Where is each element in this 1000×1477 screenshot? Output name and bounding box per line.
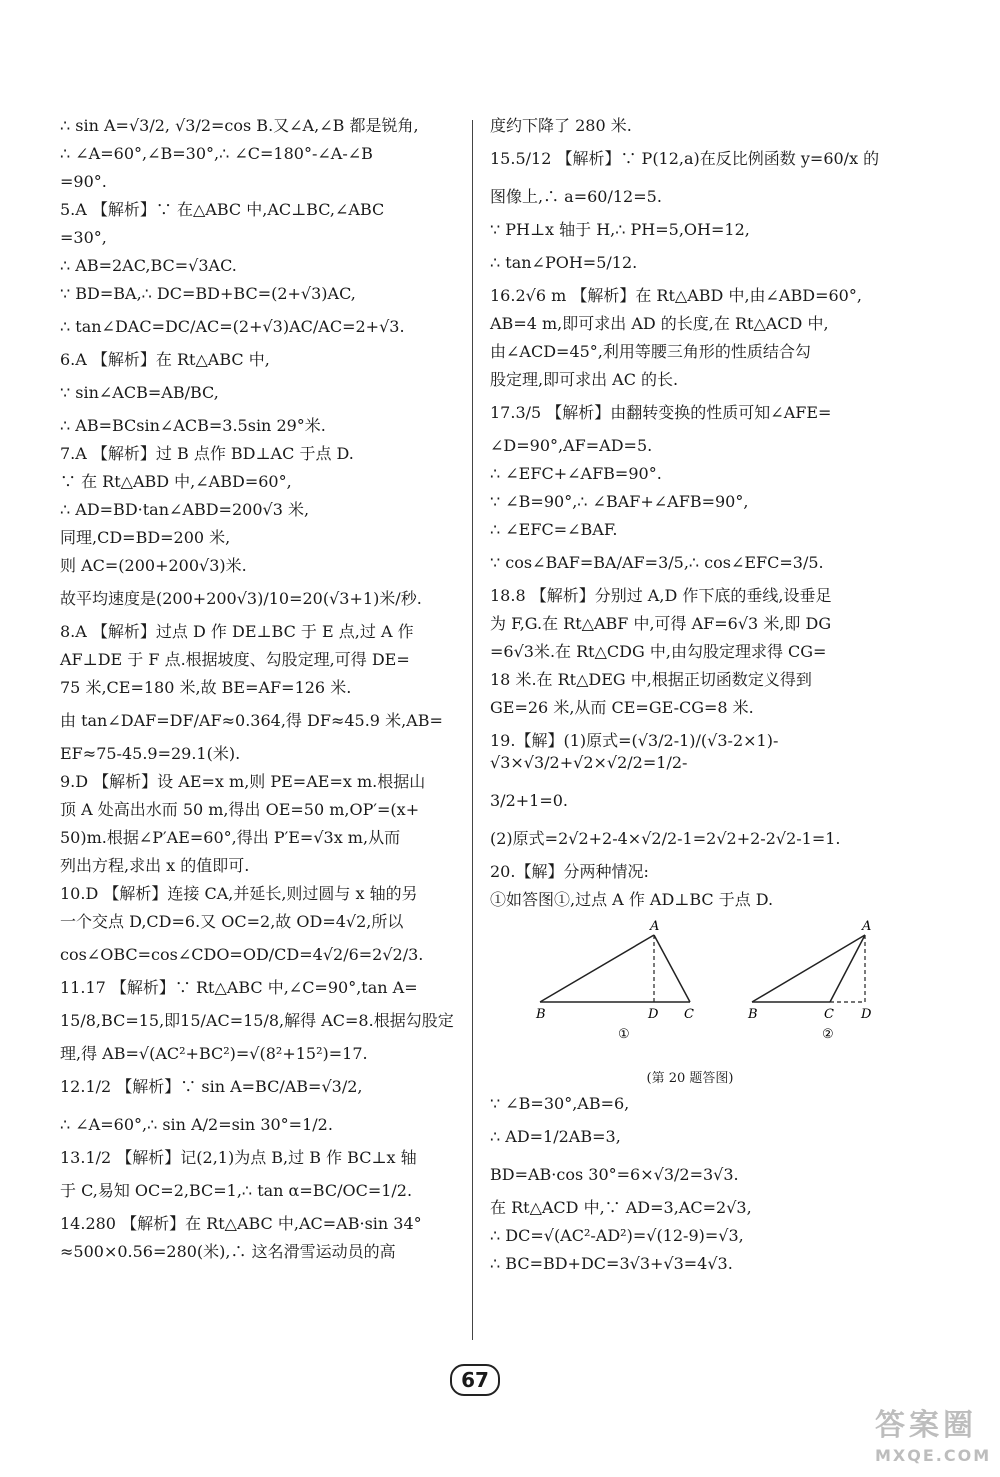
text-line: GE=26 米,从而 CE=GE-CG=8 米. — [490, 698, 754, 717]
fig1-mark: ① — [618, 1027, 630, 1042]
text-line: ∠D=90°,AF=AD=5. — [490, 436, 653, 455]
text-line: 理,得 AB=√(AC²+BC²)=√(8²+15²)=17. — [60, 1044, 368, 1063]
text-line: 10.D 【解析】连接 CA,并延长,则过圆与 x 轴的另 — [60, 884, 418, 903]
text-line: 14.280 【解析】在 Rt△ABC 中,AC=AB·sin 34° — [60, 1214, 422, 1233]
text-line: EF≈75-45.9=29.1(米). — [60, 744, 241, 763]
text-line: 19.【解】(1)原式=(√3/2-1)/(√3-2×1)-√3×√3/2+√2×√2/2=1/2- — [490, 731, 779, 772]
fig1-label-d: D — [648, 1007, 659, 1022]
text-line: ∴ DC=√(AC²-AD²)=√(12-9)=√3, — [490, 1226, 744, 1245]
text-line: (2)原式=2√2+2-4×√2/2-1=2√2+2-2√2-1=1. — [490, 829, 841, 848]
text-line: 由∠ACD=45°,利用等腰三角形的性质结合勾 — [490, 342, 811, 361]
text-line: 故平均速度是(200+200√3)/10=20(√3+1)米/秒. — [60, 589, 422, 608]
text-line: 50)m.根据∠P′AE=60°,得出 P′E=√3x m,从而 — [60, 828, 401, 847]
text-line: ①如答图①,过点 A 作 AD⊥BC 于点 D. — [490, 890, 774, 909]
text-line: =90°. — [60, 172, 107, 191]
triangle-diagrams — [530, 920, 890, 1050]
text-line: 7.A 【解析】过 B 点作 BD⊥AC 于点 D. — [60, 444, 354, 463]
text-line: ∴ tan∠DAC=DC/AC=(2+√3)AC/AC=2+√3. — [60, 317, 405, 336]
watermark-domain: MXQE.COM — [875, 1446, 992, 1465]
figure-2 — [747, 920, 872, 1042]
text-line: 则 AC=(200+200√3)米. — [60, 556, 247, 575]
text-line: 5.A 【解析】∵ 在△ABC 中,AC⊥BC,∠ABC — [60, 200, 385, 219]
fig2-label-c: C — [824, 1007, 834, 1022]
text-line: 一个交点 D,CD=6.又 OC=2,故 OD=4√2,所以 — [60, 912, 404, 931]
text-line: 为 F,G.在 Rt△ABF 中,可得 AF=6√3 米,即 DG — [490, 614, 832, 633]
fig2-label-d: D — [861, 1007, 872, 1022]
text-line: ∵ BD=BA,∴ DC=BD+BC=(2+√3)AC, — [60, 284, 356, 303]
text-line: cos∠OBC=cos∠CDO=OD/CD=4√2/6=2√2/3. — [60, 945, 424, 964]
text-line: 20.【解】分两种情况: — [490, 862, 649, 881]
text-line: 18 米.在 Rt△DEG 中,根据正切函数定义得到 — [490, 670, 812, 689]
text-line: ∴ AB=BCsin∠ACB=3.5sin 29°米. — [60, 416, 326, 435]
text-line: ∴ tan∠POH=5/12. — [490, 253, 638, 272]
text-line: 度约下降了 280 米. — [490, 116, 632, 135]
text-line: =6√3米.在 Rt△CDG 中,由勾股定理求得 CG= — [490, 642, 827, 661]
text-line: AF⊥DE 于 F 点.根据坡度、勾股定理,可得 DE= — [60, 650, 410, 669]
text-line: ∵ 在 Rt△ABD 中,∠ABD=60°, — [60, 472, 292, 491]
text-line: 11.17 【解析】∵ Rt△ABC 中,∠C=90°,tan A= — [60, 978, 418, 997]
text-line: ∴ ∠EFC=∠BAF. — [490, 520, 618, 539]
figure-1 — [535, 920, 694, 1042]
text-line: 图像上,∴ a=60/12=5. — [490, 187, 662, 206]
fig1-label-b: B — [536, 1007, 546, 1022]
text-line: ∴ ∠A=60°,∴ sin A/2=sin 30°=1/2. — [60, 1115, 333, 1134]
text-line: ∵ ∠B=30°,AB=6, — [490, 1094, 630, 1113]
text-line: ≈500×0.56=280(米),∴ 这名滑雪运动员的高 — [60, 1242, 396, 1261]
fig2-mark: ② — [822, 1027, 834, 1042]
text-line: ∴ AD=BD·tan∠ABD=200√3 米, — [60, 500, 310, 519]
text-line: ∵ cos∠BAF=BA/AF=3/5,∴ cos∠EFC=3/5. — [490, 553, 824, 572]
watermark-title: 答案圈 — [875, 1408, 977, 1443]
text-line: AB=4 m,即可求出 AD 的长度,在 Rt△ACD 中, — [490, 314, 829, 333]
column-divider — [472, 120, 473, 1340]
text-line: 17.3/5 【解析】由翻转变换的性质可知∠AFE= — [490, 403, 832, 422]
text-line: BD=AB·cos 30°=6×√3/2=3√3. — [490, 1165, 739, 1184]
text-line: 3/2+1=0. — [490, 791, 569, 810]
text-line: ∵ PH⊥x 轴于 H,∴ PH=5,OH=12, — [490, 220, 750, 239]
text-line: ∴ ∠A=60°,∠B=30°,∴ ∠C=180°-∠A-∠B — [60, 144, 373, 163]
text-line: 6.A 【解析】在 Rt△ABC 中, — [60, 350, 270, 369]
text-line: ∴ ∠EFC+∠AFB=90°. — [490, 464, 662, 483]
text-line: 于 C,易知 OC=2,BC=1,∴ tan α=BC/OC=1/2. — [60, 1181, 413, 1200]
text-line: 15/8,BC=15,即15/AC=15/8,解得 AC=8.根据勾股定 — [60, 1011, 454, 1030]
text-line: =30°, — [60, 228, 107, 247]
text-line: 75 米,CE=180 米,故 BE=AF=126 米. — [60, 678, 352, 697]
fig2-label-b: B — [748, 1007, 758, 1022]
text-line: ∵ ∠B=90°,∴ ∠BAF+∠AFB=90°, — [490, 492, 749, 511]
text-line: 8.A 【解析】过点 D 作 DE⊥BC 于 E 点,过 A 作 — [60, 622, 414, 641]
text-line: 13.1/2 【解析】记(2,1)为点 B,过 B 作 BC⊥x 轴 — [60, 1148, 417, 1167]
text-line: ∴ sin A=√3/2, √3/2=cos B.又∠A,∠B 都是锐角, — [60, 116, 419, 135]
left-column — [60, 112, 455, 1266]
triangle-figures — [530, 920, 890, 1065]
text-line: 15.5/12 【解析】∵ P(12,a)在反比例函数 y=60/x 的 — [490, 149, 880, 168]
page-number: 67 — [450, 1364, 500, 1396]
text-line: ∴ BC=BD+DC=3√3+√3=4√3. — [490, 1254, 733, 1273]
fig1-label-a: A — [650, 920, 660, 934]
text-line: 由 tan∠DAF=DF/AF≈0.364,得 DF≈45.9 米,AB= — [60, 711, 443, 730]
right-column — [490, 112, 890, 1278]
text-line: 列出方程,求出 x 的值即可. — [60, 856, 250, 875]
text-line: ∵ sin∠ACB=AB/BC, — [60, 383, 219, 402]
text-line: ∴ AB=2AC,BC=√3AC. — [60, 256, 237, 275]
text-line: 16.2√6 m 【解析】在 Rt△ABD 中,由∠ABD=60°, — [490, 286, 862, 305]
watermark-logo — [875, 1400, 995, 1475]
figure-caption: (第 20 题答图) — [646, 1071, 734, 1086]
text-line: 18.8 【解析】分别过 A,D 作下底的垂线,设垂足 — [490, 586, 832, 605]
fig1-label-c: C — [684, 1007, 694, 1022]
text-line: 顶 A 处高出水而 50 m,得出 OE=50 m,OP′=(x+ — [60, 800, 420, 819]
text-line: 同理,CD=BD=200 米, — [60, 528, 231, 547]
text-line: 12.1/2 【解析】∵ sin A=BC/AB=√3/2, — [60, 1077, 363, 1096]
text-line: ∴ AD=1/2AB=3, — [490, 1127, 621, 1146]
text-line: 9.D 【解析】设 AE=x m,则 PE=AE=x m.根据山 — [60, 772, 426, 791]
text-line: 在 Rt△ACD 中,∵ AD=3,AC=2√3, — [490, 1198, 752, 1217]
text-line: 股定理,即可求出 AC 的长. — [490, 370, 679, 389]
fig2-label-a: A — [862, 920, 872, 934]
